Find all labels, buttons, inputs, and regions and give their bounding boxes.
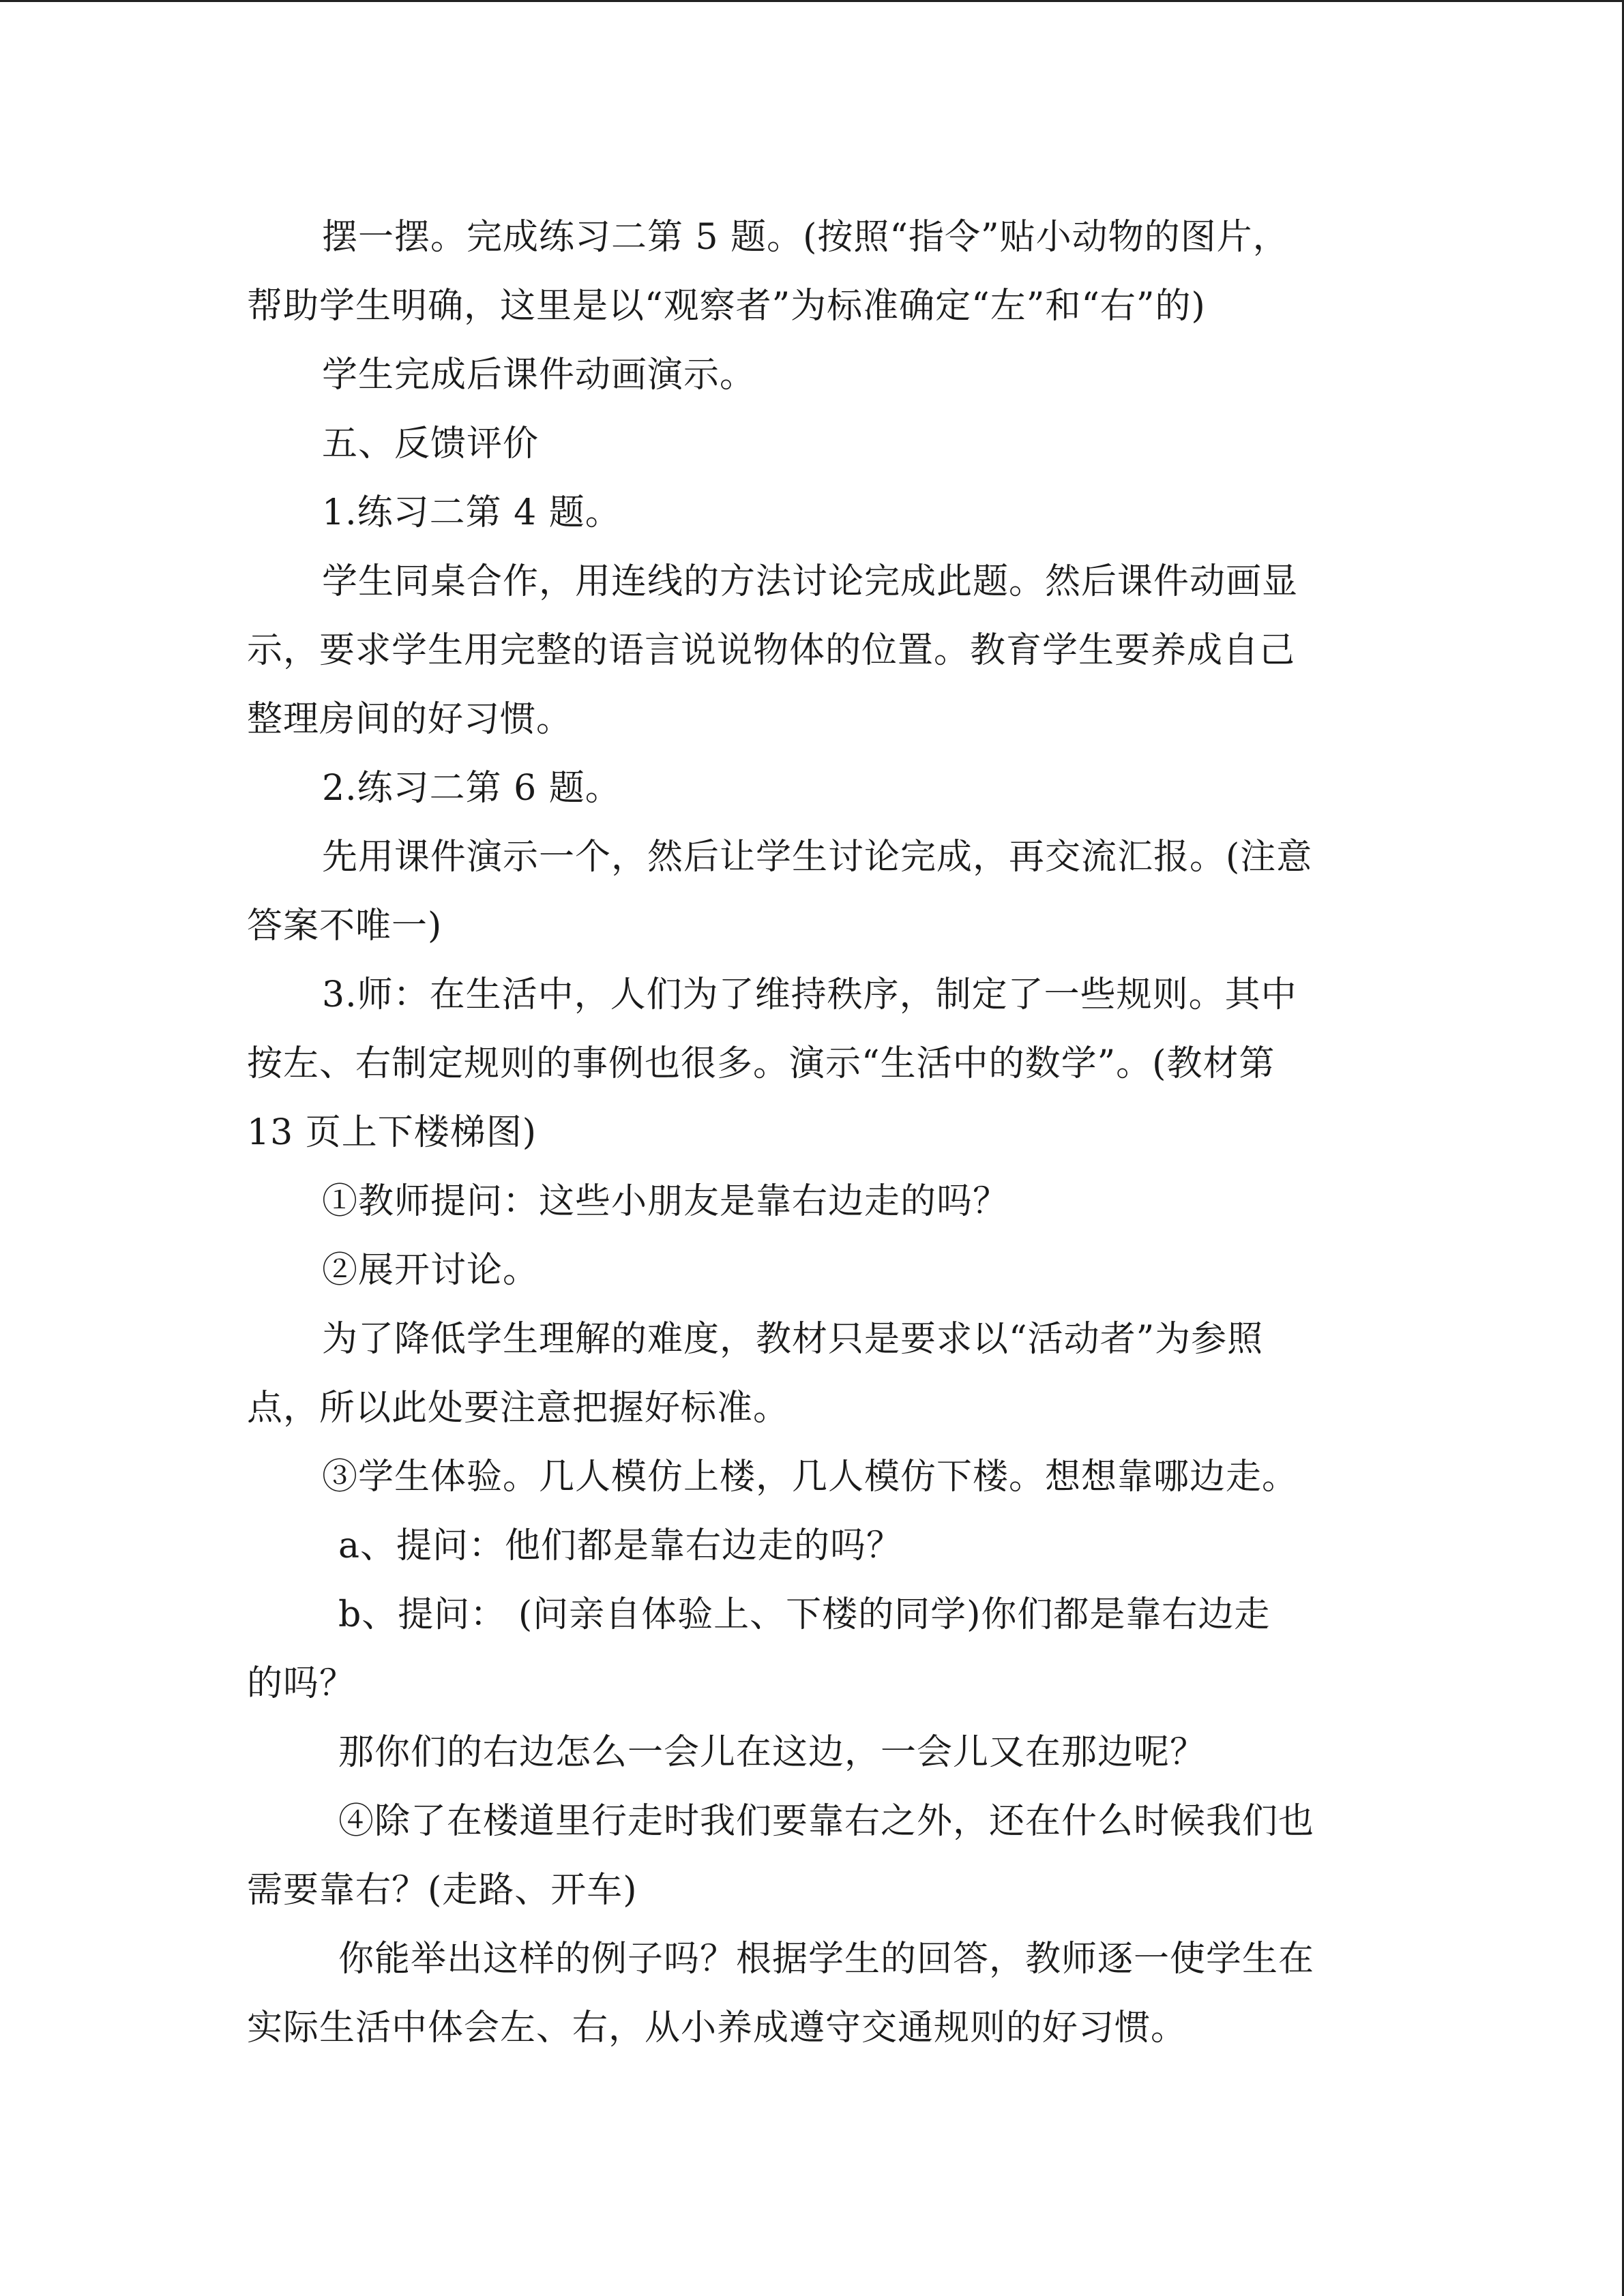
paragraph-line: 的吗？ [247,1663,356,1704]
paragraph-line: ①教师提问：这些小朋友是靠右边走的吗？ [322,1181,1009,1222]
paragraph-line: ③学生体验。几人模仿上楼，几人模仿下楼。想想靠哪边走。 [322,1457,1299,1497]
paragraph-line: b、提问： (问亲自体验上、下楼的同学)你们都是靠右边走 [338,1594,1271,1635]
paragraph-line: 帮助学生明确，这里是以“观察者”为标准确定“左”和“右”的) [247,286,1206,327]
paragraph-line: 摆一摆。完成练习二第 5 题。(按照“指令”贴小动物的图片， [322,217,1289,258]
paragraph-line: 为了降低学生理解的难度，教材只是要求以“活动者”为参照 [322,1319,1264,1360]
paragraph-line: 3.师：在生活中，人们为了维持秩序，制定了一些规则。其中 [322,974,1297,1015]
paragraph-line: 实际生活中体会左、右，从小养成遵守交通规则的好习惯。 [247,2008,1187,2048]
paragraph-line: 整理房间的好习惯。 [247,699,573,740]
paragraph-line: 13 页上下楼梯图) [247,1112,537,1153]
page-top-border [0,0,1624,2]
paragraph-line: 示，要求学生用完整的语言说说物体的位置。教育学生要养成自己 [247,630,1296,671]
paragraph-line: ②展开讨论。 [322,1250,540,1291]
document-body [247,203,1379,2063]
paragraph-line: ④除了在楼道里行走时我们要靠右之外，还在什么时候我们也 [338,1801,1315,1842]
paragraph-line: 按左、右制定规则的事例也很多。演示“生活中的数学”。(教材第 [247,1043,1275,1084]
paragraph-line: 需要靠右？(走路、开车) [247,1870,638,1911]
paragraph-line: 你能举出这样的例子吗？根据学生的回答，教师逐一使学生在 [338,1939,1315,1980]
paragraph-line: 那你们的右边怎么一会儿在这边，一会儿又在那边呢？ [338,1732,1207,1773]
item-heading: 2.练习二第 6 题。 [322,768,621,809]
section-heading: 五、反馈评价 [322,423,540,464]
paragraph-line: 学生同桌合作，用连线的方法讨论完成此题。然后课件动画显 [322,561,1299,602]
paragraph-line: a、提问：他们都是靠右边走的吗？ [338,1525,903,1566]
paragraph-line: 答案不唯一) [247,906,443,946]
paragraph-line: 点，所以此处要注意把握好标准。 [247,1388,790,1429]
paragraph-line: 学生完成后课件动画演示。 [322,355,756,396]
item-heading: 1.练习二第 4 题。 [322,492,621,533]
paragraph-line: 先用课件演示一个，然后让学生讨论完成，再交流汇报。(注意 [322,837,1313,878]
